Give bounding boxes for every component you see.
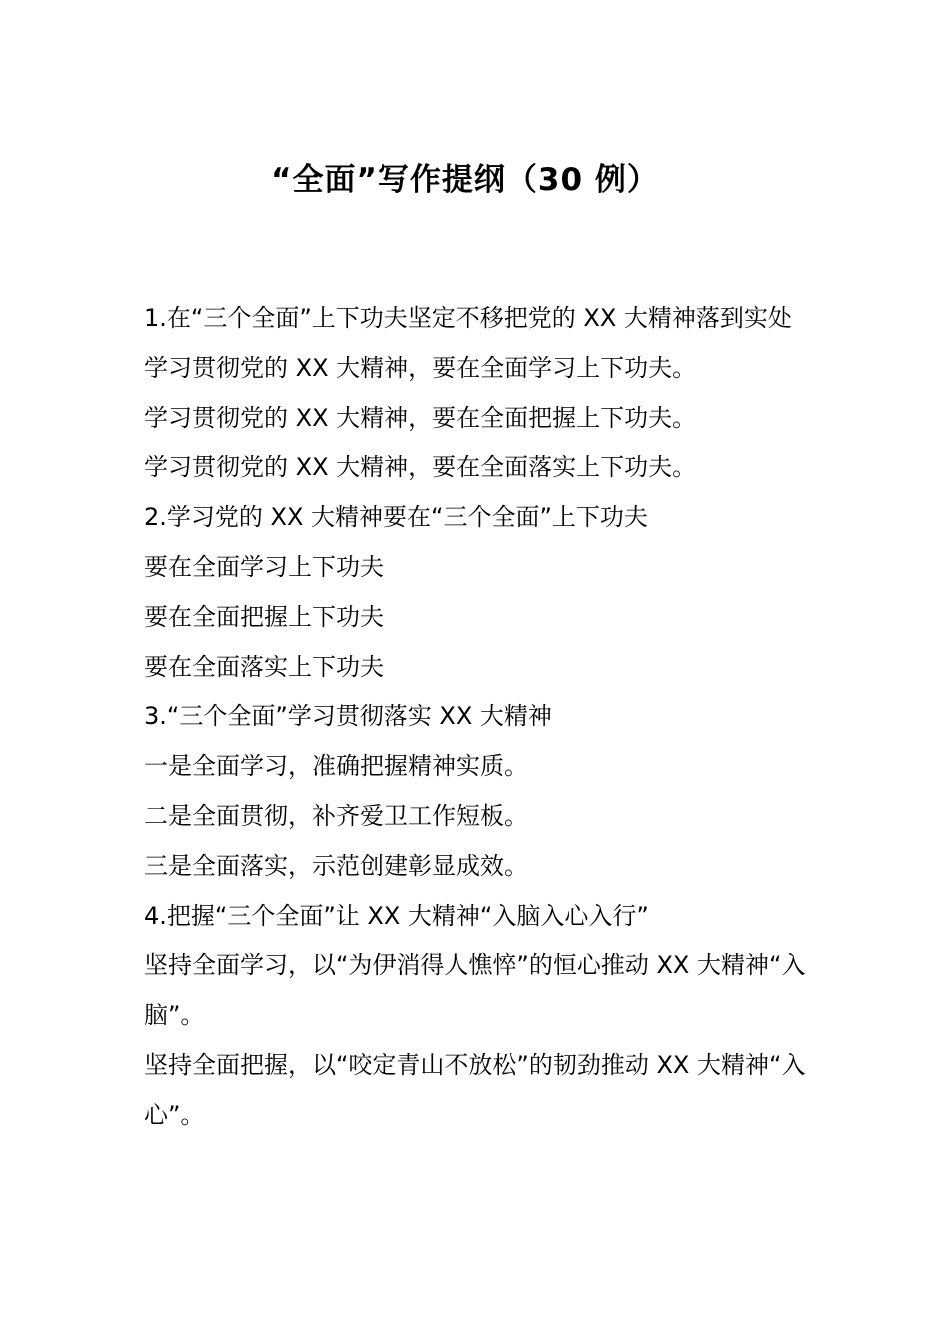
heading-3: 3.“三个全面”学习贯彻落实 XX 大精神 <box>144 702 552 731</box>
heading-1: 1.在“三个全面”上下功夫坚定不移把党的 XX 大精神落到实处 <box>144 304 792 332</box>
document-body <box>144 294 814 1141</box>
paragraph: 坚持全面把握，以“咬定青山不放松”的韧劲推动 XX 大精神“入心”。 <box>144 1050 806 1129</box>
paragraph: 一是全面学习，准确把握精神实质。 <box>144 752 528 781</box>
heading-4: 4.把握“三个全面”让 XX 大精神“入脑入心入行” <box>144 901 649 930</box>
paragraph: 要在全面学习上下功夫 <box>144 552 384 581</box>
paragraph: 学习贯彻党的 XX 大精神，要在全面学习上下功夫。 <box>144 353 697 382</box>
paragraph: 二是全面贯彻，补齐爱卫工作短板。 <box>144 801 528 830</box>
paragraph: 要在全面把握上下功夫 <box>144 602 384 631</box>
paragraph: 坚持全面学习，以“为伊消得人憔悴”的恒心推动 XX 大精神“入脑”。 <box>144 951 806 1030</box>
paragraph: 三是全面落实，示范创建彰显成效。 <box>144 851 528 880</box>
paragraph: 学习贯彻党的 XX 大精神，要在全面落实上下功夫。 <box>144 453 697 482</box>
document-title: “全面”写作提纲（30 例） <box>271 162 659 198</box>
paragraph: 要在全面落实上下功夫 <box>144 652 384 681</box>
heading-2: 2.学习党的 XX 大精神要在“三个全面”上下功夫 <box>144 503 648 532</box>
paragraph: 学习贯彻党的 XX 大精神，要在全面把握上下功夫。 <box>144 403 697 432</box>
